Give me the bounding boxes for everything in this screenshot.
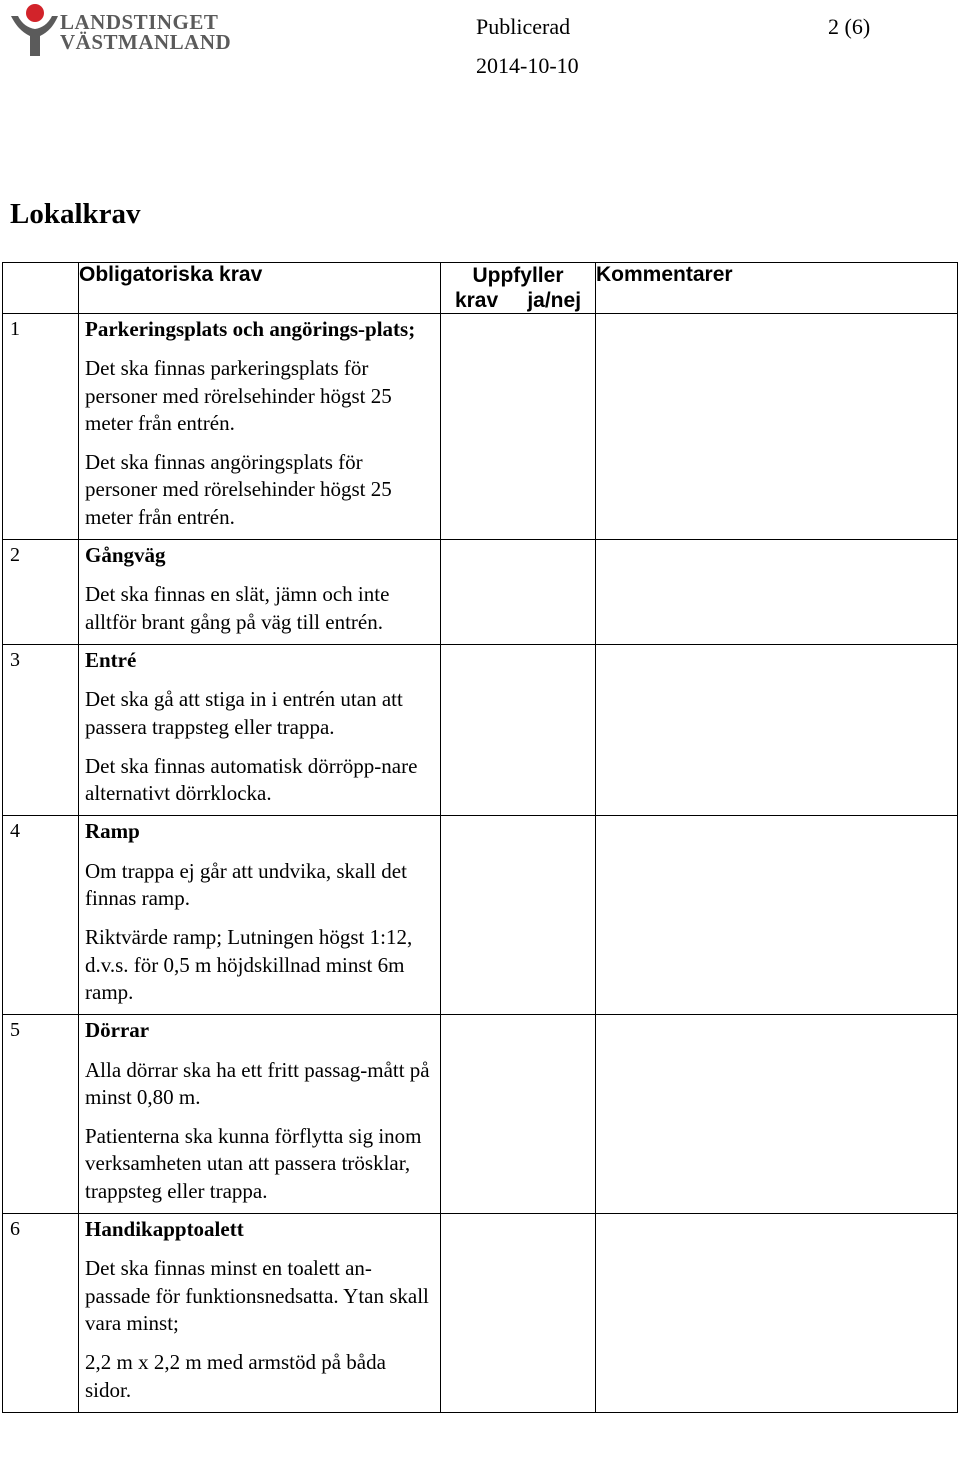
logo-line-1: LANDSTINGET (60, 10, 219, 34)
requirement-text: 2,2 m x 2,2 m med armstöd på båda sidor. (85, 1350, 386, 1402)
fulfills-cell[interactable] (441, 1015, 596, 1214)
requirement-cell (79, 644, 441, 815)
row-number: 4 (3, 816, 79, 1015)
requirement-heading: Handikapptoalett (85, 1217, 244, 1242)
header-fulfills-line2: krav ja/nej (454, 289, 582, 312)
comment-cell[interactable] (596, 314, 958, 540)
requirement-text: Riktvärde ramp; Lutningen högst 1:12, d.v.s. för 0,5 m höjdskillnad minst 6m ramp. (85, 925, 413, 1004)
requirement-text: Patienterna ska kunna förflytta sig inom verksamheten utan att passera trösklar, trappsteg eller trappa. (85, 1124, 422, 1203)
requirement-heading: Gångväg (85, 543, 166, 568)
published-date: 2014-10-10 (476, 53, 579, 78)
landstinget-logo (8, 2, 232, 60)
row-number: 5 (3, 1015, 79, 1214)
requirement-cell (79, 1214, 441, 1413)
requirement-heading: Ramp (85, 819, 140, 844)
header-requirements: Obligatoriska krav (79, 263, 441, 314)
requirement-text: Det ska finnas automatisk dörröpp-nare alternativt dörrklocka. (85, 753, 418, 806)
requirement-cell (79, 314, 441, 540)
header-fulfills-line1: Uppfyller (472, 264, 564, 287)
requirement-heading: Dörrar (85, 1018, 150, 1043)
fulfills-cell[interactable] (441, 314, 596, 540)
published-label: Publicerad (476, 14, 571, 39)
table-row (3, 540, 958, 645)
fulfills-cell[interactable] (441, 644, 596, 815)
requirement-cell (79, 1015, 441, 1214)
comment-cell[interactable] (596, 540, 958, 645)
requirement-text: Det ska finnas en slät, jämn och inte alltför brant gång på väg till entrén. (85, 582, 390, 634)
row-number: 2 (3, 540, 79, 645)
requirement-text: Det ska finnas angöringsplats för personer med rörelsehinder högst 25 meter från entrén. (85, 450, 392, 529)
table-row (3, 1214, 958, 1413)
header-fulfills (441, 263, 596, 314)
row-number: 1 (3, 314, 79, 540)
requirement-text: Det ska gå att stiga in i entrén utan att passera trappsteg eller trappa. (85, 687, 403, 739)
page-number: 2 (6) (828, 14, 871, 39)
requirement-text: Det ska finnas minst en toalett an-passade för funktionsnedsatta. Ytan skall vara minst; (85, 1256, 429, 1335)
requirement-cell (79, 540, 441, 645)
requirement-heading: Entré (85, 647, 137, 672)
table-row (3, 314, 958, 540)
fulfills-cell[interactable] (441, 1214, 596, 1413)
comment-cell[interactable] (596, 816, 958, 1015)
fulfills-cell[interactable] (441, 540, 596, 645)
header-comments: Kommentarer (596, 263, 958, 314)
requirement-text: Om trappa ej går att undvika, skall det finnas ramp. (85, 858, 407, 911)
requirement-text: Det ska finnas parkeringsplats för personer med rörelsehinder högst 25 meter från entrén. (85, 356, 392, 435)
comment-cell[interactable] (596, 644, 958, 815)
requirement-text: Alla dörrar ska ha ett fritt passag-mått på minst 0,80 m. (85, 1057, 430, 1109)
table-row (3, 644, 958, 815)
fulfills-cell[interactable] (441, 816, 596, 1015)
requirements-table (2, 262, 958, 1413)
logo-text (60, 12, 231, 52)
page-title: Lokalkrav (10, 198, 141, 230)
comment-cell[interactable] (596, 1214, 958, 1413)
comment-cell[interactable] (596, 1015, 958, 1214)
requirement-cell (79, 816, 441, 1015)
row-number: 3 (3, 644, 79, 815)
header-number-cell (3, 263, 79, 314)
row-number: 6 (3, 1214, 79, 1413)
table-row (3, 1015, 958, 1214)
logo-line-2: VÄSTMANLAND (60, 30, 232, 54)
requirement-heading: Parkeringsplats och angörings-plats; (85, 317, 416, 341)
logo-figure-icon (8, 2, 60, 58)
table-header-row (3, 263, 958, 314)
table-row (3, 816, 958, 1015)
